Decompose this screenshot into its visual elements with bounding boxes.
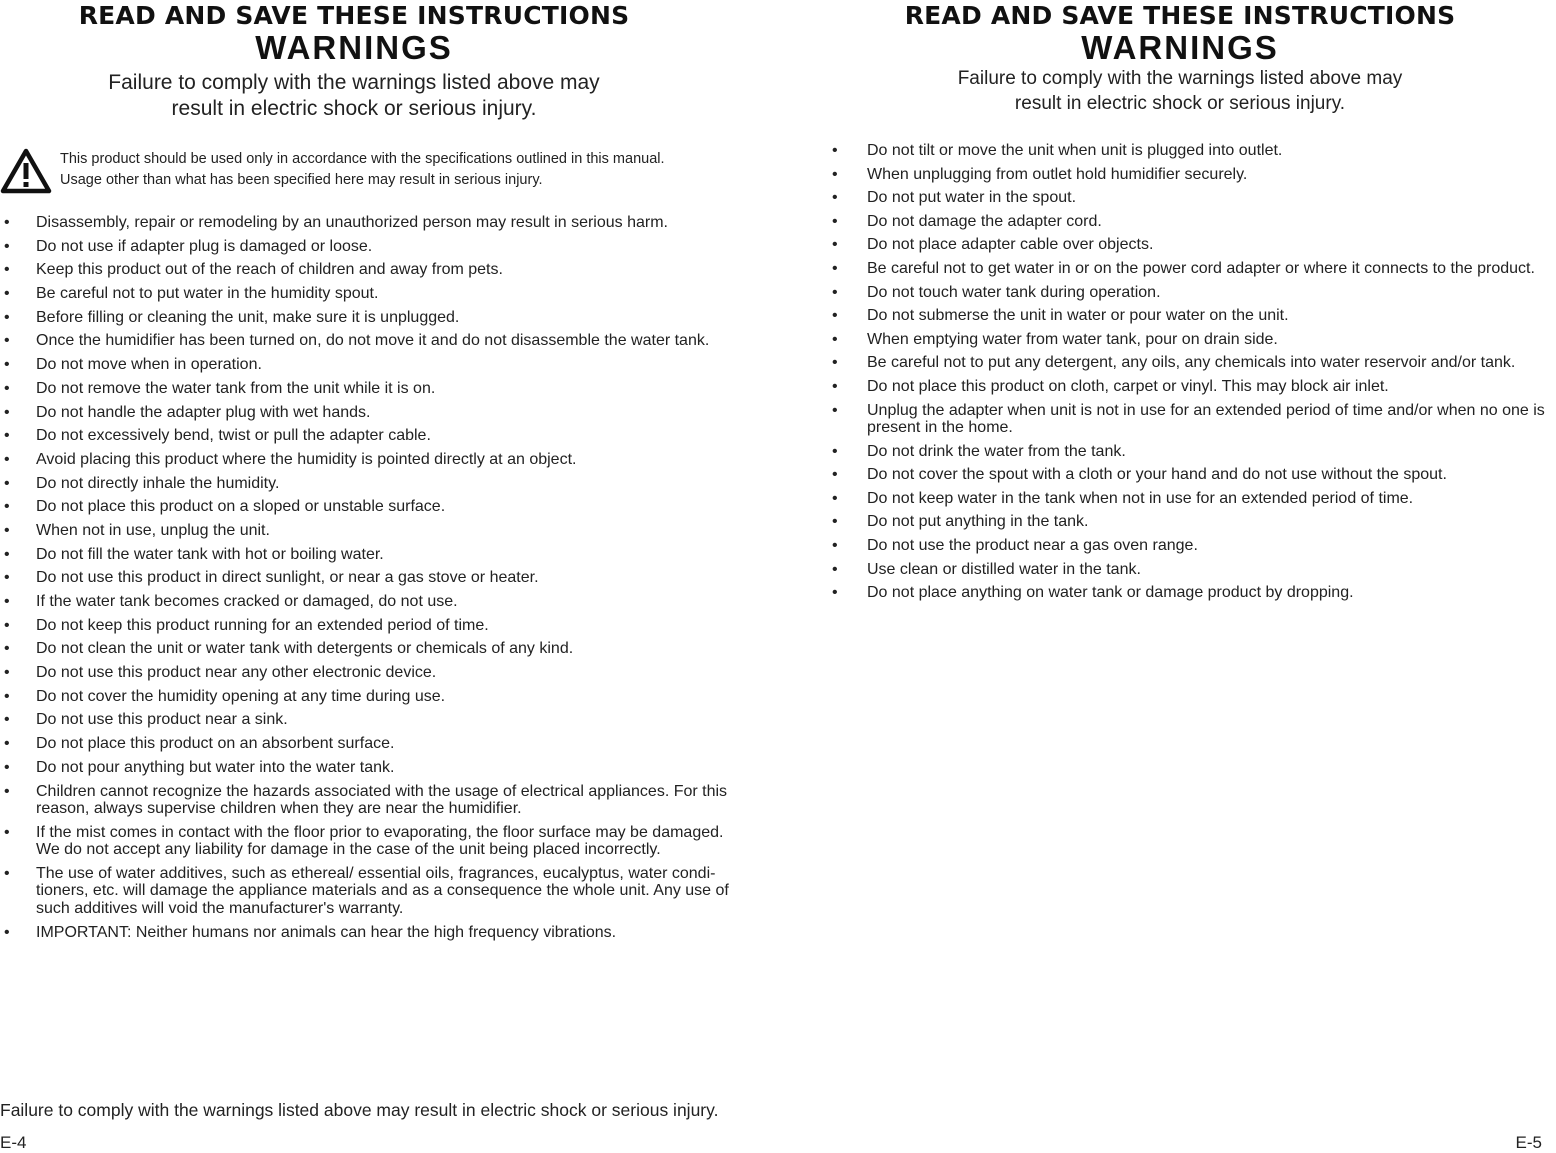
warning-item: • Keep this product out of the reach of children and away from pets.: [0, 261, 738, 279]
warnings-subtitle: [0, 70, 708, 122]
warning-item: • Do not tilt or move the unit when unit is plugged into outlet.: [820, 142, 1556, 160]
warning-item: • Do not put anything in the tank.: [820, 513, 1556, 531]
read-save-heading: READ AND SAVE THESE INSTRUCTIONS: [78, 1, 630, 30]
warning-item: • Use clean or distilled water in the tank.: [820, 561, 1556, 579]
warning-item: • Do not directly inhale the humidity.: [0, 475, 738, 493]
warning-item: • Be careful not to put any detergent, any oils, any chemicals into water reservoir and/or tank.: [820, 354, 1556, 372]
footer-note: Failure to comply with the warnings listed above may result in electric shock or serious injury.: [0, 1100, 719, 1120]
warning-item: • Do not put water in the spout.: [820, 189, 1556, 207]
warning-item: • Do not use this product in direct sunlight, or near a gas stove or heater.: [0, 569, 738, 587]
page-number-right: E-5: [1515, 1133, 1542, 1152]
warning-item: • Do not place anything on water tank or damage product by dropping.: [820, 584, 1556, 602]
subtitle-line: result in electric shock or serious injury.: [1014, 93, 1346, 114]
warnings-title: WARNINGS: [1081, 29, 1279, 66]
warning-item: • Be careful not to get water in or on the power cord adapter or where it connects to the product.: [820, 260, 1556, 278]
warning-item: • Do not fill the water tank with hot or boiling water.: [0, 546, 738, 564]
warning-item: • Do not pour anything but water into the water tank.: [0, 759, 738, 777]
warning-item: • Children cannot recognize the hazards associated with the usage of electrical appliances. For this reason, always supervise children when they are near the humidifier.: [0, 783, 738, 818]
warning-item: • Do not place adapter cable over objects.: [820, 236, 1556, 254]
warning-item: • Do not touch water tank during operation.: [820, 284, 1556, 302]
warning-item: • Unplug the adapter when unit is not in use for an extended period of time and/or when no one is present in the home.: [820, 402, 1556, 437]
warning-triangle-icon: [0, 148, 52, 194]
warning-item: • When not in use, unplug the unit.: [0, 522, 738, 540]
warning-item: • Do not cover the spout with a cloth or your hand and do not use without the spout.: [820, 466, 1556, 484]
caution-notice: [0, 148, 740, 196]
warning-item: • Do not use if adapter plug is damaged or loose.: [0, 238, 738, 256]
warning-item: • Do not place this product on an absorbent surface.: [0, 735, 738, 753]
read-save-heading: READ AND SAVE THESE INSTRUCTIONS: [904, 1, 1456, 30]
warning-item: • Do not drink the water from the tank.: [820, 443, 1556, 461]
warning-item: • The use of water additives, such as ethereal/ essential oils, fragrances, eucalyptus, water condi-tioners, etc. will damage the appliance materials and as a consequence the whole unit. Any use of such additives will void the manufacturer's warranty.: [0, 865, 738, 918]
page-number-left: E-4: [0, 1133, 27, 1152]
warning-item: • Do not remove the water tank from the unit while it is on.: [0, 380, 738, 398]
warning-item: • If the water tank becomes cracked or damaged, do not use.: [0, 593, 738, 611]
warning-item: • Before filling or cleaning the unit, make sure it is unplugged.: [0, 309, 738, 327]
warning-item: • Do not handle the adapter plug with wet hands.: [0, 404, 738, 422]
warning-item: • Do not clean the unit or water tank with detergents or chemicals of any kind.: [0, 640, 738, 658]
caution-line: This product should be used only in accordance with the specifications outlined in this manual.: [60, 151, 665, 167]
warning-item: • Do not use the product near a gas oven range.: [820, 537, 1556, 555]
warning-item: • Do not excessively bend, twist or pull the adapter cable.: [0, 427, 738, 445]
warning-item: • Do not cover the humidity opening at any time during use.: [0, 688, 738, 706]
warnings-subtitle: [820, 66, 1540, 116]
warning-item: • Do not place this product on a sloped or unstable surface.: [0, 498, 738, 516]
warning-item: • Once the humidifier has been turned on, do not move it and do not disassemble the water tank.: [0, 332, 738, 350]
warning-item: • When unplugging from outlet hold humidifier securely.: [820, 166, 1556, 184]
subtitle-line: Failure to comply with the warnings listed above may: [108, 71, 600, 94]
right-warnings-list: [820, 142, 1556, 608]
warning-item: • If the mist comes in contact with the floor prior to evaporating, the floor surface may be damaged. We do not accept any liability for damage in the case of the unit being placed incorrectly.: [0, 824, 738, 859]
warning-item: • When emptying water from water tank, pour on drain side.: [820, 331, 1556, 349]
warnings-title: WARNINGS: [255, 29, 453, 66]
warning-item: • Be careful not to put water in the humidity spout.: [0, 285, 738, 303]
subtitle-line: result in electric shock or serious injury.: [171, 97, 537, 120]
warning-item: • Disassembly, repair or remodeling by an unauthorized person may result in serious harm.: [0, 214, 738, 232]
warning-item: • Do not damage the adapter cord.: [820, 213, 1556, 231]
right-page: [820, 0, 1556, 1152]
warning-item: • Do not submerse the unit in water or pour water on the unit.: [820, 307, 1556, 325]
warning-item: • Do not keep this product running for an extended period of time.: [0, 617, 738, 635]
caution-text: [60, 149, 665, 191]
subtitle-line: Failure to comply with the warnings listed above may: [957, 68, 1403, 89]
warning-item: • Do not keep water in the tank when not in use for an extended period of time.: [820, 490, 1556, 508]
left-page: [0, 0, 760, 1152]
warning-item: • Do not use this product near any other electronic device.: [0, 664, 738, 682]
left-warnings-list: [0, 214, 738, 947]
warning-item: • Avoid placing this product where the humidity is pointed directly at an object.: [0, 451, 738, 469]
warning-item: • Do not move when in operation.: [0, 356, 738, 374]
warning-item: • Do not use this product near a sink.: [0, 711, 738, 729]
caution-line: Usage other than what has been specified here may result in serious injury.: [60, 172, 543, 188]
warning-item: • IMPORTANT: Neither humans nor animals can hear the high frequency vibrations.: [0, 924, 738, 942]
warning-item: • Do not place this product on cloth, carpet or vinyl. This may block air inlet.: [820, 378, 1556, 396]
